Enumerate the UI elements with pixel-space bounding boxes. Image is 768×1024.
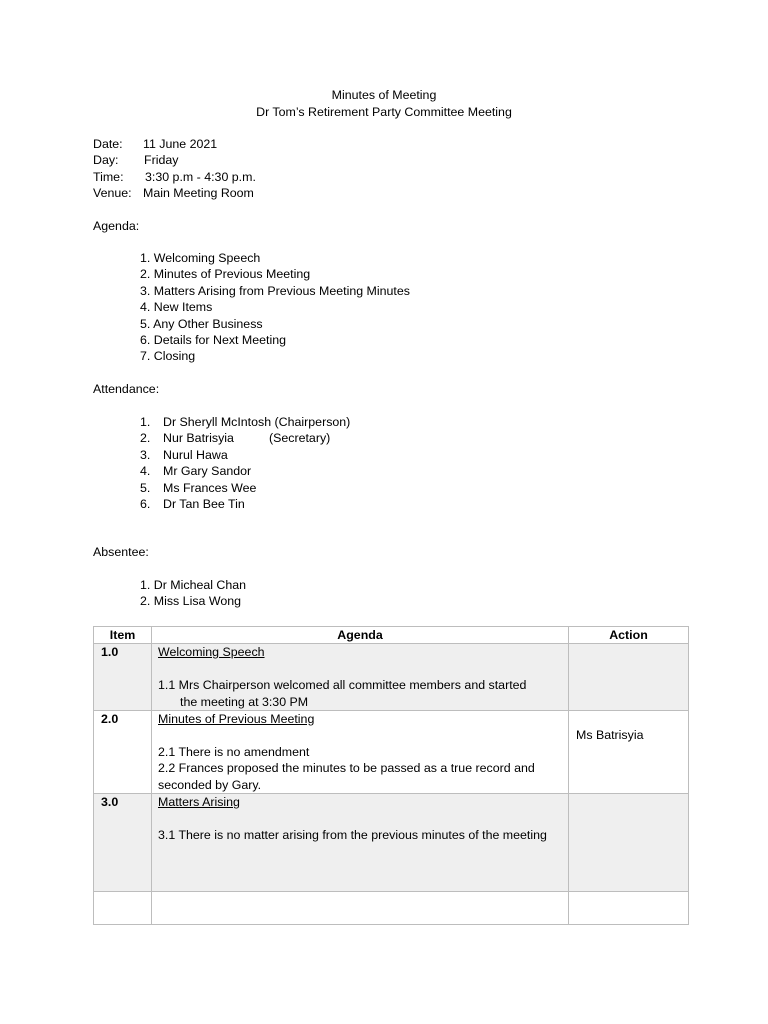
column-header-item: Item	[94, 627, 152, 644]
attendance-name: Ms Frances Wee	[163, 480, 257, 495]
meta-time	[93, 169, 256, 185]
row-item-number: 3.0	[94, 794, 152, 892]
meta-date-label: Date:	[93, 137, 123, 151]
row-item-number: 2.0	[94, 711, 152, 794]
attendance-item	[140, 447, 400, 463]
attendance-number: 3.	[140, 447, 151, 462]
meta-time-value: 3:30 p.m - 4:30 p.m.	[145, 170, 256, 184]
row-agenda-cell	[152, 892, 569, 925]
meta-venue	[93, 185, 254, 201]
meta-day-label: Day:	[93, 153, 119, 167]
row-agenda-cell	[152, 794, 569, 892]
attendance-item	[140, 430, 400, 446]
column-header-action: Action	[569, 627, 689, 644]
attendance-name: Nur Batrisyia	[163, 431, 234, 446]
agenda-list	[140, 250, 410, 365]
row-line: 2.2 Frances proposed the minutes to be passed as a true record and seconded by Gary.	[158, 761, 535, 792]
agenda-heading: Agenda:	[93, 219, 140, 233]
agenda-list-item: 1. Welcoming Speech	[140, 251, 261, 265]
absentee-heading: Absentee:	[93, 545, 149, 559]
meta-day	[93, 152, 178, 168]
document-subtitle: Dr Tom’s Retirement Party Committee Meeting	[256, 105, 512, 119]
meta-time-label: Time:	[93, 170, 124, 184]
row-heading: Welcoming Speech	[158, 645, 265, 660]
table-row	[94, 711, 689, 794]
row-line: 3.1 There is no matter arising from the previous minutes of the meeting	[158, 827, 547, 842]
meta-date	[93, 136, 217, 152]
agenda-list-item: 5. Any Other Business	[140, 316, 263, 331]
row-action	[569, 644, 689, 711]
absentee-list-item: 2. Miss Lisa Wong	[140, 594, 242, 609]
table-row	[94, 892, 689, 925]
attendance-item	[140, 414, 400, 430]
agenda-list-item: 4. New Items	[140, 300, 213, 315]
attendance-list	[140, 414, 400, 512]
attendance-name: Dr Tan Bee Tin	[163, 496, 245, 511]
meta-venue-value: Main Meeting Room	[143, 186, 254, 200]
attendance-item	[140, 496, 400, 512]
meta-date-value: 11 June 2021	[143, 137, 218, 151]
row-item-number	[94, 892, 152, 925]
attendance-item	[140, 480, 400, 496]
attendance-item	[140, 463, 400, 479]
attendance-number: 4.	[140, 464, 151, 479]
attendance-role: (Secretary)	[269, 431, 331, 446]
attendance-number: 5.	[140, 480, 151, 495]
minutes-table	[93, 626, 689, 925]
table-header-row	[94, 627, 689, 644]
row-line: the meeting at 3:30 PM	[180, 694, 309, 709]
attendance-name: Mr Gary Sandor	[163, 464, 252, 479]
document-title: Minutes of Meeting	[331, 88, 437, 102]
row-action	[569, 892, 689, 925]
meta-venue-label: Venue:	[93, 186, 132, 200]
absentee-list-item: 1. Dr Micheal Chan	[140, 578, 247, 592]
absentee-list	[140, 577, 246, 610]
agenda-list-item: 6. Details for Next Meeting	[140, 332, 286, 347]
row-heading: Matters Arising	[158, 795, 240, 810]
row-line: 1.1 Mrs Chairperson welcomed all committee members and started	[158, 678, 527, 693]
meta-day-value: Friday	[144, 153, 179, 167]
row-item-number: 1.0	[94, 644, 152, 711]
attendance-number: 1.	[140, 415, 151, 429]
attendance-name: Dr Sheryll McIntosh (Chairperson)	[163, 415, 351, 429]
row-agenda-cell	[152, 644, 569, 711]
attendance-number: 6.	[140, 496, 151, 511]
table-row	[94, 794, 689, 892]
attendance-name: Nurul Hawa	[163, 447, 228, 462]
row-heading: Minutes of Previous Meeting	[158, 712, 315, 727]
table-row	[94, 644, 689, 711]
row-agenda-cell	[152, 711, 569, 794]
attendance-number: 2.	[140, 431, 151, 446]
attendance-heading: Attendance:	[93, 382, 160, 396]
agenda-list-item: 2. Minutes of Previous Meeting	[140, 267, 311, 282]
agenda-list-item: 7. Closing	[140, 349, 196, 364]
row-action: Ms Batrisyia	[569, 711, 689, 794]
agenda-list-item: 3. Matters Arising from Previous Meeting Minutes	[140, 283, 410, 298]
column-header-agenda: Agenda	[152, 627, 569, 644]
row-action	[569, 794, 689, 892]
row-line: 2.1 There is no amendment	[158, 744, 310, 759]
